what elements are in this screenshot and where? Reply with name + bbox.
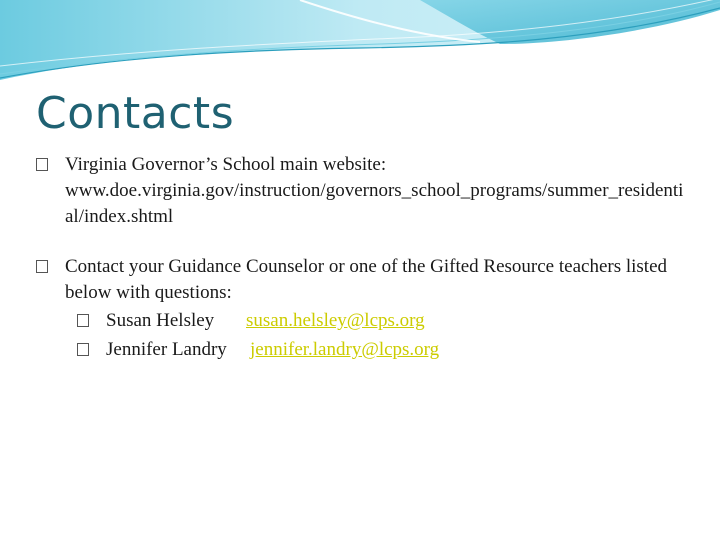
bullet-website bbox=[36, 152, 686, 230]
bullet-text: Contact your Guidance Counselor or one of the Gifted Resource teachers listed below with questions: bbox=[65, 256, 668, 303]
bullet-contacts bbox=[36, 254, 686, 364]
website-url[interactable]: www.doe.virginia.gov/instruction/governors_school_programs/summer_residential/index.shtml bbox=[65, 180, 684, 227]
box-bullet-icon bbox=[77, 314, 89, 327]
contact-email-link[interactable]: susan.helsley@lcps.org bbox=[246, 310, 425, 331]
bullet-list bbox=[36, 152, 686, 364]
contact-item bbox=[77, 306, 686, 335]
box-bullet-icon bbox=[36, 260, 48, 273]
box-bullet-icon bbox=[77, 343, 89, 356]
wave-banner bbox=[0, 0, 720, 90]
contact-email-link[interactable]: jennifer.landry@lcps.org bbox=[250, 339, 440, 360]
page-title: Contacts bbox=[36, 88, 235, 139]
contact-name: Jennifer Landry bbox=[106, 339, 227, 360]
contact-item bbox=[77, 335, 686, 364]
contact-name: Susan Helsley bbox=[106, 310, 215, 331]
bullet-text: Virginia Governor’s School main website: bbox=[65, 154, 387, 175]
box-bullet-icon bbox=[36, 158, 48, 171]
